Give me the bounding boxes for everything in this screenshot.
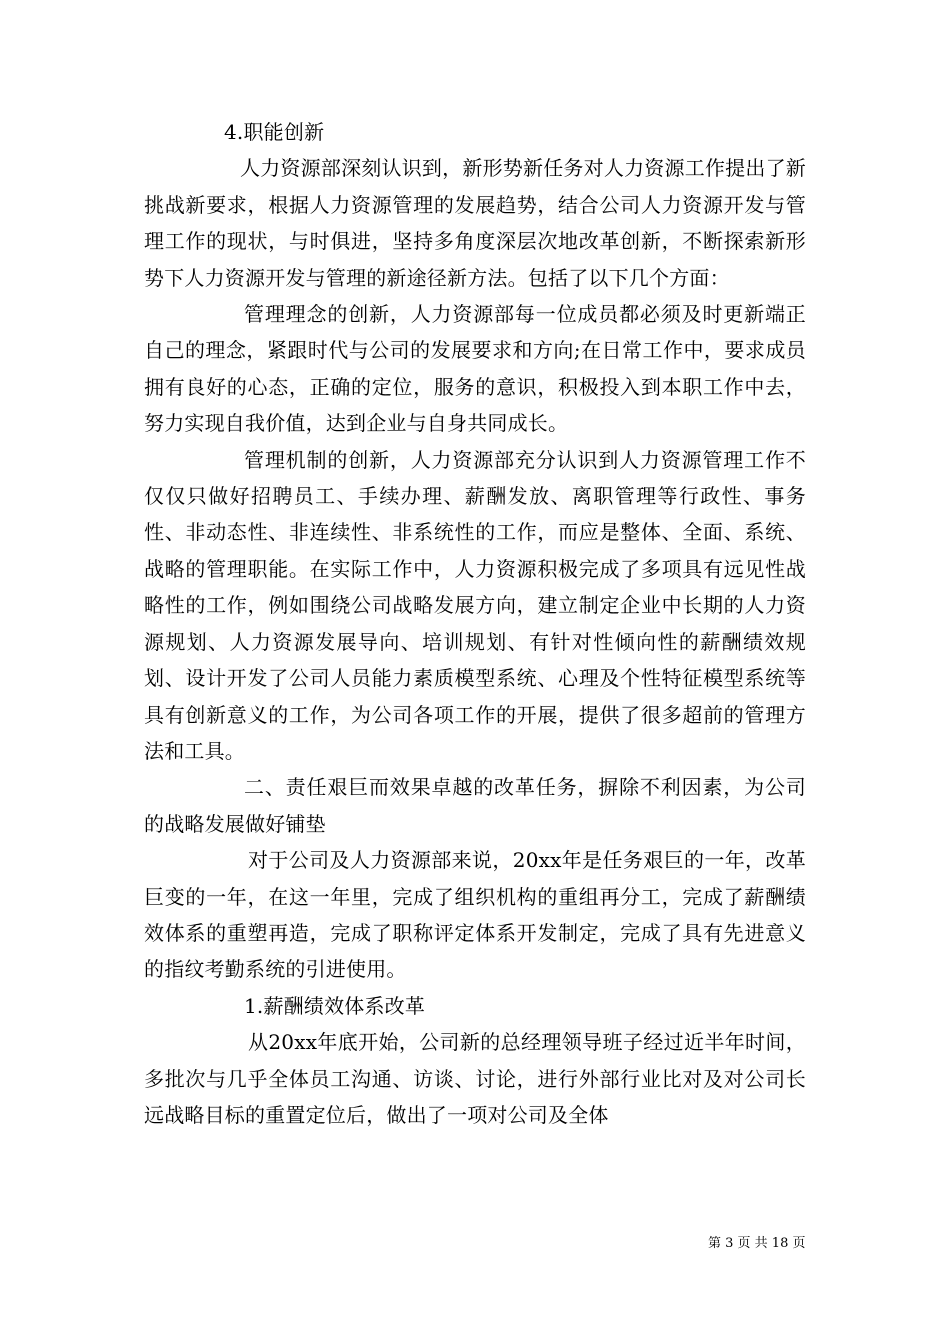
section-heading-salary-reform: 1.薪酬绩效体系改革 [244, 993, 426, 1018]
page-number-footer: 第 3 页 共 18 页 [708, 1236, 806, 1251]
paragraph-salary-reform-body: 从20xx年底开始，公司新的总经理领导班子经过近半年时间，多批次与几乎全体员工沟通、访谈、讨论，进行外部行业比对及对公司长远战略目标的重置定位后，做出了一项对公司及全体 [144, 1030, 806, 1127]
paragraph-hr-innovation-intro: 人力资源部深刻认识到，新形势新任务对人力资源工作提出了新挑战新要求，根据人力资源管理的发展趋势，结合公司人力资源开发与管理工作的现状，与时俱进，坚持多角度深层次地改革创新，不断探索新形势下人力资源开发与管理的新途径新方法。包括了以下几个方面： [144, 156, 806, 290]
paragraph-management-mechanism: 管理机制的创新，人力资源部充分认识到人力资源管理工作不仅仅只做好招聘员工、手续办理、薪酬发放、离职管理等行政性、事务性、非动态性、非连续性、非系统性的工作，而应是整体、全面、系统、战略的管理职能。在实际工作中，人力资源积极完成了多项具有远见性战略性的工作，例如围绕公司战略发展方向，建立制定企业中长期的人力资源规划、人力资源发展导向、培训规划、有针对性倾向性的薪酬绩效规划、设计开发了公司人员能力素质模型系统、心理及个性特征模型系统等具有创新意义的工作，为公司各项工作的开展，提供了很多超前的管理方法和工具。 [144, 447, 806, 763]
section-heading-functional-innovation: 4.职能创新 [224, 120, 325, 144]
paragraph-reform-tasks-heading: 二、责任艰巨而效果卓越的改革任务，摒除不利因素，为公司的战略发展做好铺垫 [144, 775, 806, 836]
document-body [144, 114, 806, 1133]
paragraph-management-concept: 管理理念的创新，人力资源部每一位成员都必须及时更新端正自己的理念，紧跟时代与公司的发展要求和方向;在日常工作中，要求成员拥有良好的心态，正确的定位，服务的意识，积极投入到本职工作中去，努力实现自我价值，达到企业与自身共同成长。 [144, 302, 806, 436]
paragraph-year-summary: 对于公司及人力资源部来说，20xx年是任务艰巨的一年，改革巨变的一年，在这一年里，完成了组织机构的重组再分工，完成了薪酬绩效体系的重塑再造，完成了职称评定体系开发制定，完成了具有先进意义的指纹考勤系统的引进使用。 [144, 848, 806, 982]
